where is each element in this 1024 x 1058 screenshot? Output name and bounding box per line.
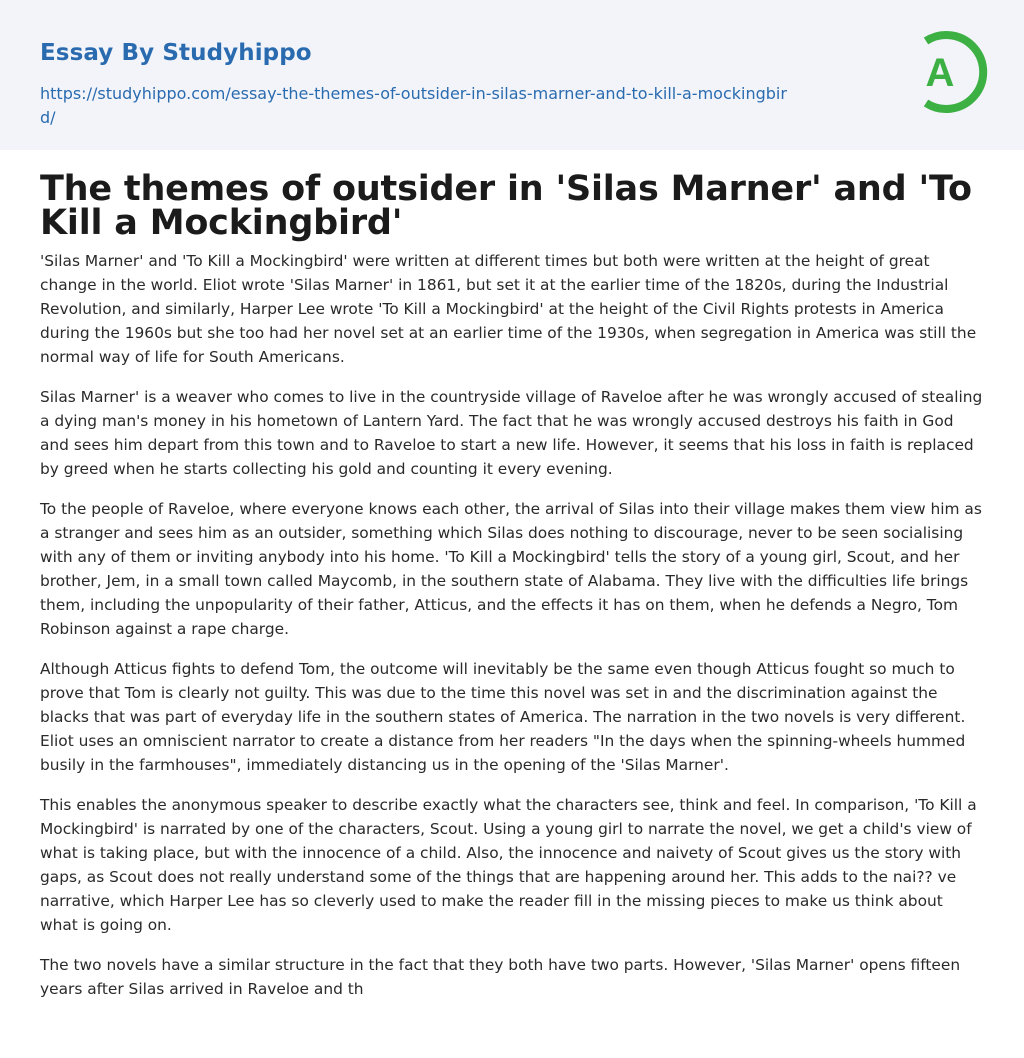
page-header — [0, 0, 1024, 150]
essay-paragraph: This enables the anonymous speaker to describe exactly what the characters see, think and feel. In comparison, 'To Kill a Mockingbird' is narrated by one of the characters, Scout. Using a young girl to narrate the novel, we get a child's view of what is taking place, but with the innocence of a child. Also, the innocence and naivety of Scout gives us the story with gaps, as Scout does not really understand some of the things that are happening around her. This adds to the nai?? ve narrative, which Harper Lee has so cleverly used to make the reader fill in the missing pieces to make us think about what is going on. — [40, 796, 977, 934]
essay-title: The themes of outsider in 'Silas Marner' and 'To Kill a Mockingbird' — [40, 169, 972, 243]
essay-paragraph: To the people of Raveloe, where everyone knows each other, the arrival of Silas into their village makes them view him as a stranger and sees him as an outsider, something which Silas does nothing to discourage, never to be seen socialising with any of them or inviting anybody into his home. 'To Kill a Mockingbird' tells the story of a young girl, Scout, and her brother, Jem, in a small town called Maycomb, in the southern state of Alabama. They live with the difficulties life brings them, including the unpopularity of their father, Atticus, and the effects it has on them, when he defends a Negro, Tom Robinson against a rape charge. — [40, 500, 982, 638]
essay-paragraph: 'Silas Marner' and 'To Kill a Mockingbird' were written at different times but both were written at the height of great change in the world. Eliot wrote 'Silas Marner' in 1861, but set it at the earlier time of the 1820s, during the Industrial Revolution, and similarly, Harper Lee wrote 'To Kill a Mockingbird' at the height of the Civil Rights protests in America during the 1960s but she too had her novel set at an earlier time of the 1930s, when segregation in America was still the normal way of life for South Americans. — [40, 252, 977, 366]
essay-paragraph: Although Atticus fights to defend Tom, the outcome will inevitably be the same even though Atticus fought so much to prove that Tom is clearly not guilty. This was due to the time this novel was set in and the discrimination against the blacks that was part of everyday life in the southern states of America. The narration in the two novels is very different. Eliot uses an omniscient narrator to create a distance from her readers "In the days when the spinning-wheels hummed busily in the farmhouses", immediately distancing us in the opening of the 'Silas Marner'. — [40, 660, 966, 774]
studyhippo-logo-icon[interactable] — [906, 28, 988, 116]
essay-body — [40, 249, 984, 1017]
essay-paragraph: The two novels have a similar structure in the fact that they both have two parts. However, 'Silas Marner' opens fifteen years after Silas arrived in Raveloe and th — [40, 956, 961, 998]
site-brand[interactable]: Essay By Studyhippo — [40, 40, 312, 66]
logo-letter: A — [925, 51, 955, 95]
essay-paragraph: Silas Marner' is a weaver who comes to live in the countryside village of Raveloe after he was wrongly accused of stealing a dying man's money in his hometown of Lantern Yard. The fact that he was wrongly accused destroys his faith in God and sees him depart from this town and to Raveloe to start a new life. However, it seems that his loss in faith is replaced by greed when he starts collecting his gold and counting it every evening. — [40, 388, 983, 478]
essay-url-link[interactable]: https://studyhippo.com/essay-the-themes-of-outsider-in-silas-marner-and-to-kill-a-mockingbird/ — [40, 84, 787, 127]
